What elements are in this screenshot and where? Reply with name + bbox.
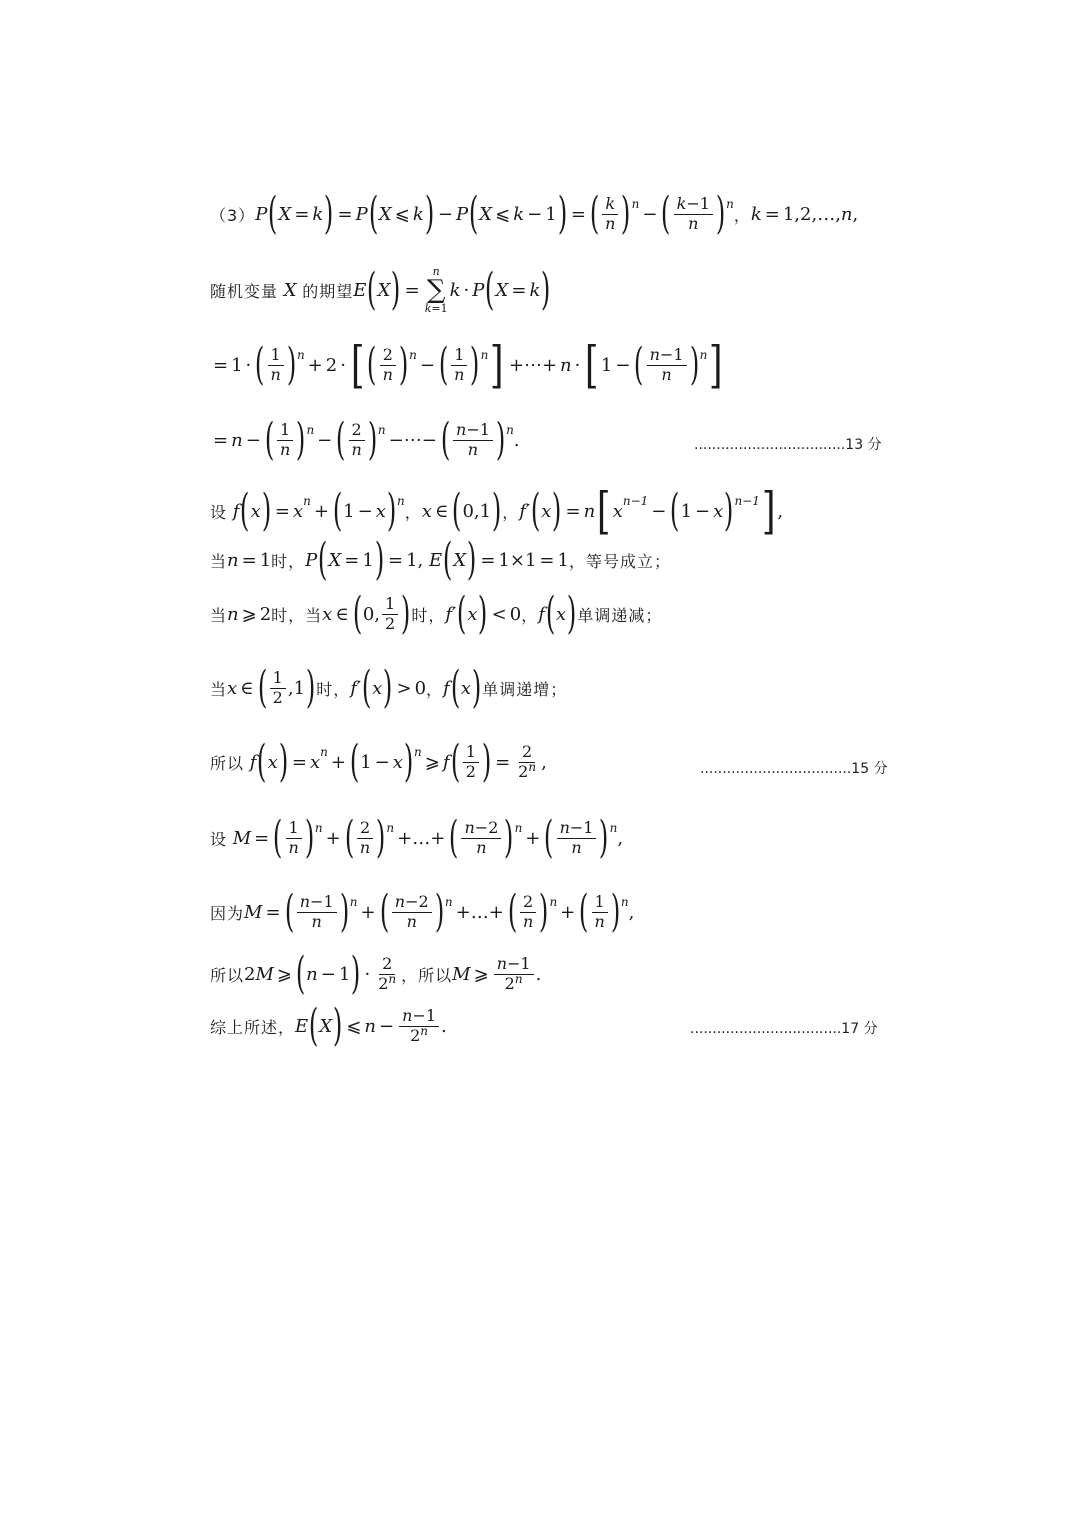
line-2M: 所以 2 M ⩾ ( n − 1 ) · $\frac{2}{2^n}$ ，所以 M ⩾ $\frac{n-1}{2^n}$ . — [210, 948, 542, 999]
score-13: ..................................13 分 — [694, 437, 882, 453]
line-case-n2: 当 n ⩾ 2 时，当 x ∈ ( 0, $\frac{1}{2}$ ) 时， f′ ( x ) < 0 ， f ( x ) 单调递减； — [210, 588, 663, 639]
line-case-3: 当 x ∈ ( $\frac{1}{2}$ ,1 ) 时， f′ ( x ) > 0 ， f ( x ) 单调递增； — [210, 662, 568, 713]
line-probability: （3） P ( X = k ) = P ( X ⩽ k ) − P ( X ⩽ k − 1 ) = ( $\frac{k}{n}$ ) $^n$ − ( $\frac{k-1}{n}$ ) $^n$ ， k = 1,2,…, n , — [210, 188, 859, 239]
line-M-reverse: 因为 M = ( $\frac{n-1}{n}$ ) $^n$ + ( $\frac{n-2}{n}$ ) $^n$ +…+ ( $\frac{2}{n}$ ) $^n$ + ( $\frac{1}{n}$ ) $^n$ , — [210, 886, 635, 937]
line-define-f: 设 f ( x ) = x $^n$ + ( 1 − x ) $^n$ ， x ∈ ( 0,1 ) ， f′ ( x ) = n [ x $^{n-1}$ − ( 1 − x ) $^{n-1}$ ] , — [210, 482, 784, 540]
score-17: ..................................17 分 — [690, 1021, 878, 1037]
part-label: （3） — [210, 205, 256, 225]
line-case-n1: 当 n = 1 时， P ( X = 1 ) = 1, E ( X ) = 1×1 = 1 ， 等号成立； — [210, 534, 671, 585]
line-simplified: = n − ( $\frac{1}{n}$ ) $^n$ − ( $\frac{2}{n}$ ) $^n$ −⋯− ( $\frac{n-1}{n}$ ) $^n$ . — [213, 414, 520, 465]
line-define-M: 设 M = ( $\frac{1}{n}$ ) $^n$ + ( $\frac{2}{n}$ ) $^n$ +…+ ( $\frac{n-2}{n}$ ) $^n$ + ( $\frac{n-1}{n}$ ) $^n$ , — [210, 812, 624, 863]
line-expectation: 随机变量 X 的期望 E ( X ) = n ∑ k=1 k · P ( X = k ) — [210, 264, 551, 315]
score-15: ..................................15 分 — [700, 761, 888, 777]
line-expansion: = 1 · ( $\frac{1}{n}$ ) $^n$ + 2 · [ ( $\frac{2}{n}$ ) $^n$ − ( $\frac{1}{n}$ ) $^n$ ] +⋯+ n · [ 1 − ( $\frac{n-1}{n}$ ) $^n$ ] — [213, 336, 723, 394]
line-min: 所以 f ( x ) = x $^n$ + ( 1 − x ) $^n$ ⩾ f ( $\frac{1}{2}$ ) = $\frac{2}{2^n}$ , — [210, 736, 547, 787]
line-conclusion: 综上所述， E ( X ) ⩽ n − $\frac{n-1}{2^n}$ . — [210, 1000, 447, 1051]
